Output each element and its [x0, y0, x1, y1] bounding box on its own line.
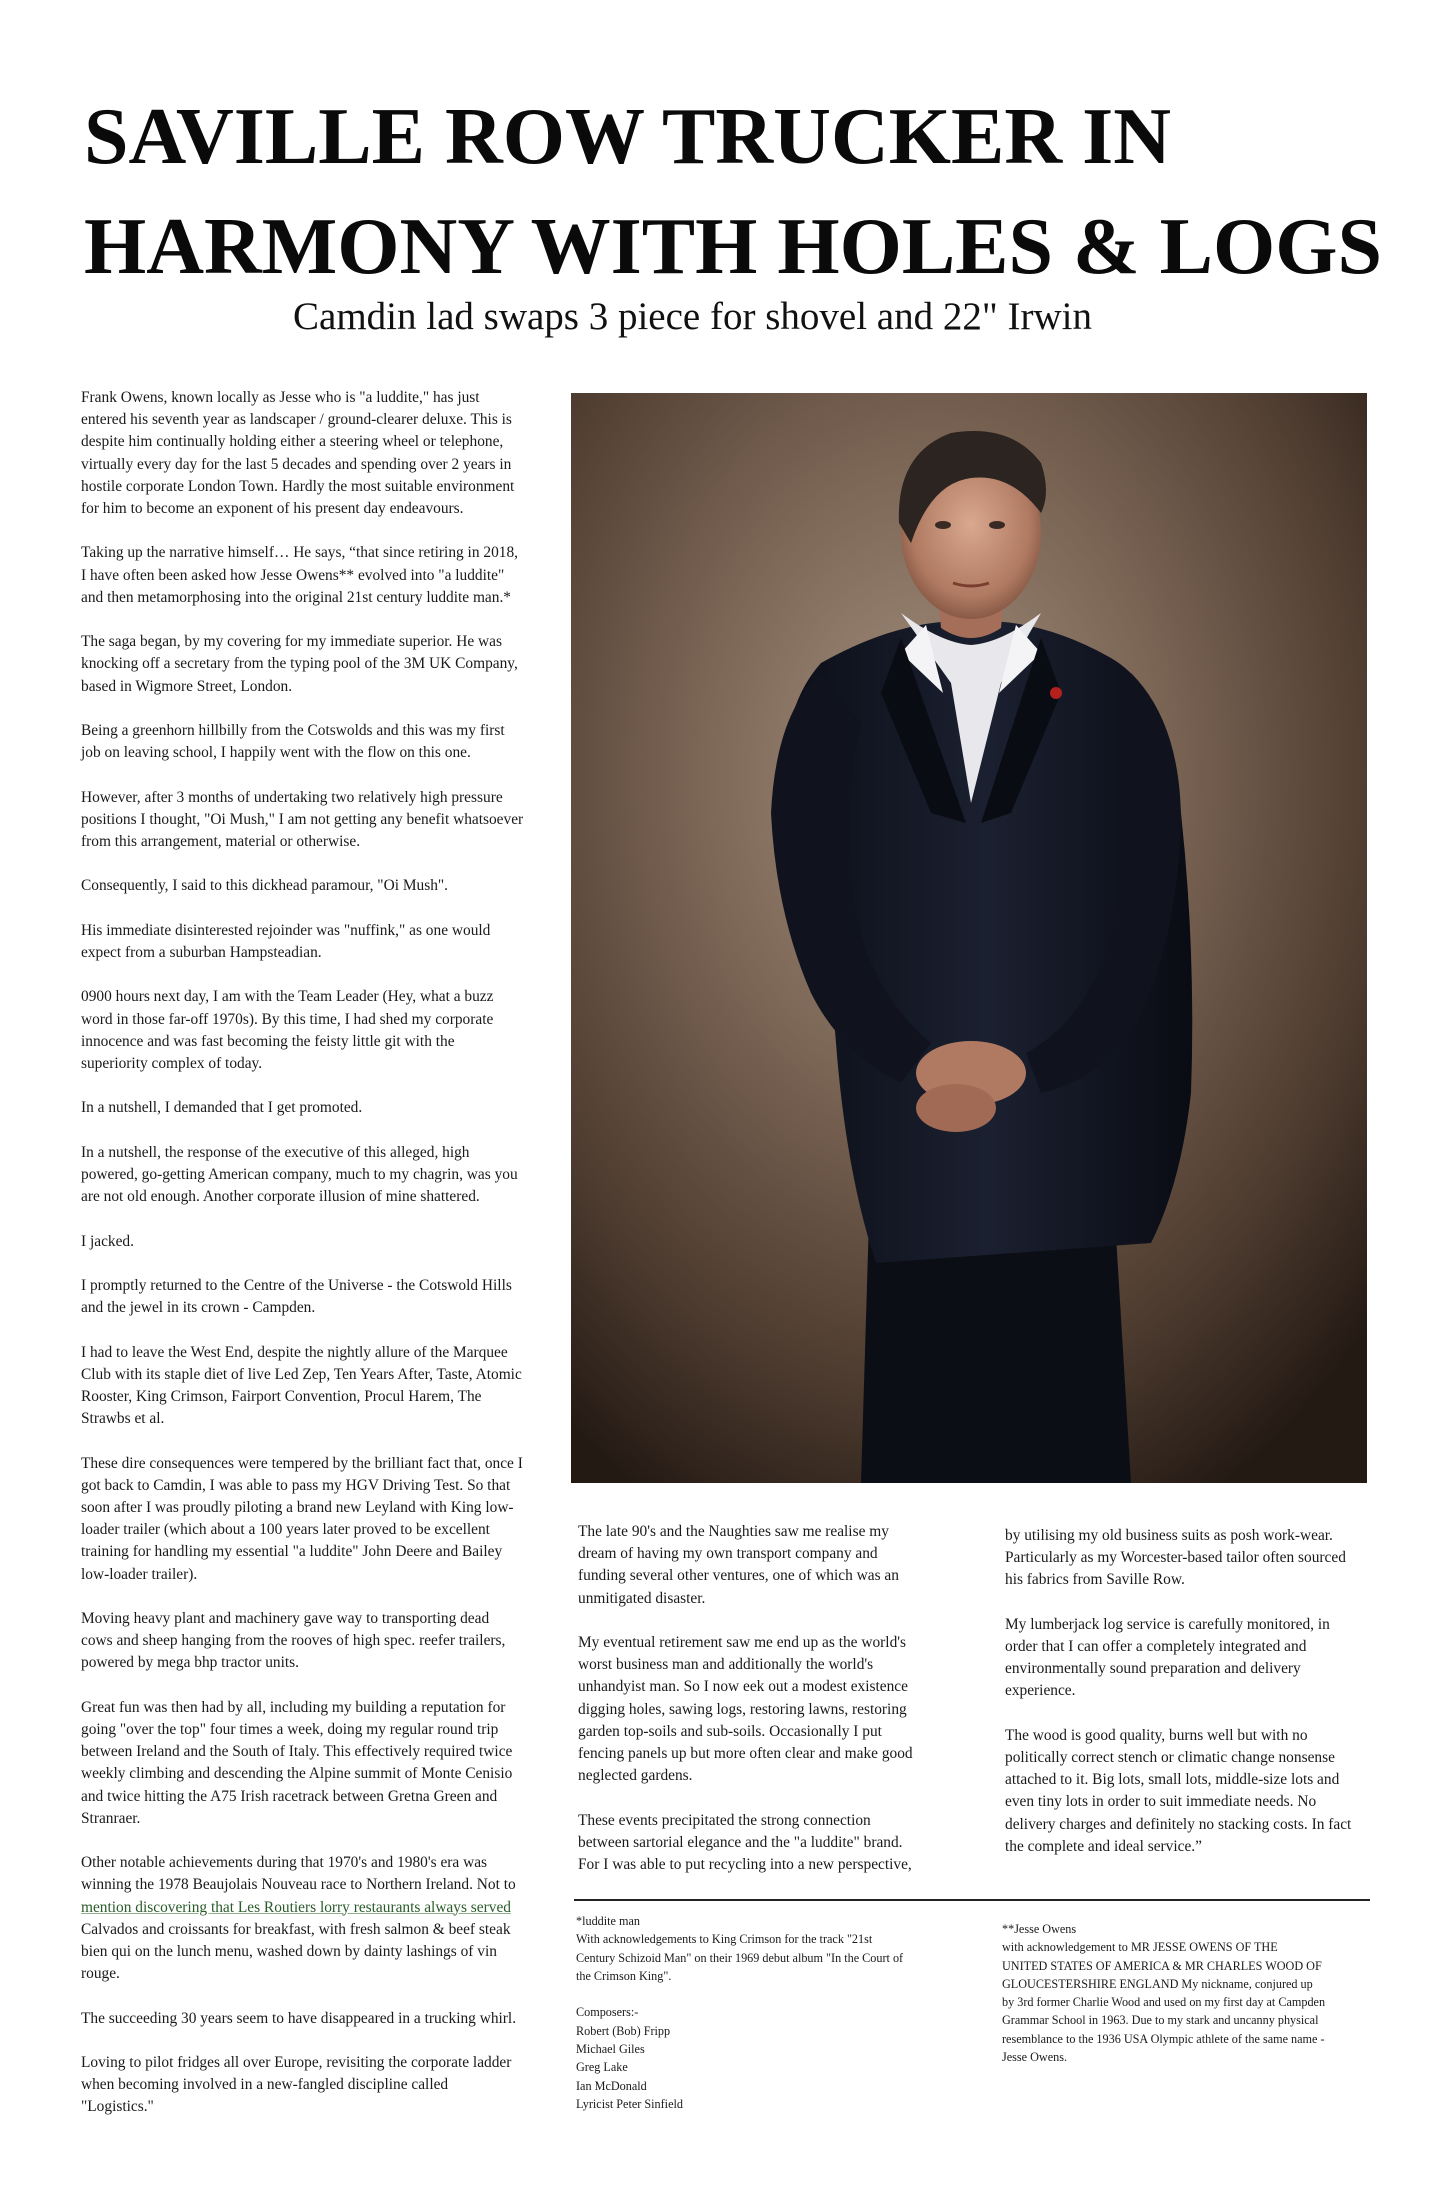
- right-column-paragraph: [1005, 1525, 1379, 1592]
- text-line: low-loader trailer).: [81, 1565, 198, 1583]
- text-line: by utilising my old business suits as posh work-wear.: [1005, 1527, 1333, 1544]
- text-line: Ian McDonald: [576, 2078, 647, 2093]
- text-line: Consequently, I said to this dickhead paramour, "Oi Mush".: [81, 877, 449, 895]
- headline-line-1: SAVILLE ROW TRUCKER IN: [84, 93, 1171, 181]
- text-line: These dire consequences were tempered by the brilliant fact that, once I: [81, 1454, 523, 1472]
- text-line: powered, go-getting American company, much to my chagrin, was you: [81, 1165, 518, 1183]
- left-column-paragraph: [81, 387, 544, 520]
- text-line: and then metamorphosing into the original 21st century luddite man.*: [81, 588, 511, 606]
- text-line: Grammar School in 1963. Due to my stark and uncanny physical: [1002, 2013, 1319, 2028]
- text-line: loader trailer (which about a 100 years later proved to be excellent: [81, 1521, 490, 1539]
- text-line: GLOUCESTERSHIRE ENGLAND My nickname, conjured up: [1002, 1976, 1313, 1991]
- text-line: entered his seventh year as landscaper / ground-clearer deluxe. This is: [81, 411, 512, 429]
- text-line: despite him continually holding either a steering wheel or telephone,: [81, 433, 504, 451]
- text-line: the complete and ideal service.”: [1005, 1837, 1202, 1855]
- text-line: Rooster, King Crimson, Fairport Convention, Procul Harem, The: [81, 1387, 482, 1405]
- footnote-left-paragraph: [576, 2003, 956, 2113]
- text-line: innocence and was fast becoming the feisty little git with the: [81, 1032, 455, 1050]
- text-line: Lyricist Peter Sinfield: [576, 2096, 683, 2111]
- text-line: "Logistics.": [81, 2098, 154, 2116]
- portrait-illustration: [571, 393, 1367, 1483]
- text-line: for him to become an exponent of his present day endeavours.: [81, 500, 464, 518]
- text-line: attached to it. Big lots, small lots, middle-size lots and: [1005, 1771, 1340, 1789]
- text-line: positions I thought, "Oi Mush," I am not getting any benefit whatsoever: [81, 810, 524, 828]
- text-line: 0900 hours next day, I am with the Team Leader (Hey, what a buzz: [81, 988, 494, 1006]
- text-line: Strawbs et al.: [81, 1410, 165, 1428]
- footnote-luddite: [576, 1912, 956, 2113]
- text-line: weekly climbing and descending the Alpine summit of Monte Cenisio: [81, 1765, 513, 1783]
- text-line: job on leaving school, I happily went with the flow on this one.: [81, 744, 471, 762]
- text-line: Greg Lake: [576, 2060, 628, 2075]
- text-line: Michael Giles: [576, 2042, 645, 2057]
- text-line: Century Schizoid Man" on their 1969 debut album "In the Court of: [576, 1950, 904, 1965]
- text-line: order that I can offer a completely integrated and: [1005, 1638, 1307, 1655]
- text-line: soon after I was proudly piloting a brand new Leyland with King low-: [81, 1498, 514, 1516]
- left-column-paragraph: [81, 1342, 544, 1431]
- text-line: Moving heavy plant and machinery gave way to transporting dead: [81, 1609, 490, 1627]
- text-line: training for handling my essential "a luddite" John Deere and Bailey: [81, 1543, 503, 1561]
- footnote-left-paragraph: [576, 1912, 956, 1985]
- text-line: *luddite man: [576, 1914, 640, 1928]
- text-line: unhandyist man. So I now eek out a modest existence: [578, 1678, 908, 1696]
- middle-column-paragraph: [578, 1810, 937, 1877]
- text-line: Frank Owens, known locally as Jesse who is "a luddite," has just: [81, 389, 480, 406]
- left-column-paragraph: [81, 542, 544, 609]
- left-column-paragraph: [81, 2052, 544, 2119]
- right-column-paragraph: [1005, 1725, 1379, 1858]
- text-line: experience.: [1005, 1682, 1076, 1700]
- text-line: Particularly as my Worcester-based tailor often sourced: [1005, 1549, 1346, 1567]
- left-column-paragraph: [81, 986, 544, 1075]
- text-line: With acknowledgements to King Crimson for the track "21st: [576, 1932, 873, 1947]
- text-line: between sartorial elegance and the "a luddite" brand.: [578, 1833, 903, 1851]
- text-line: My eventual retirement saw me end up as the world's: [578, 1634, 907, 1651]
- text-line: mention discovering that Les Routiers lorry restaurants always served: [81, 1898, 511, 1916]
- text-line: knocking off a secretary from the typing pool of the 3M UK Company,: [81, 655, 518, 673]
- text-line: The wood is good quality, burns well but with no: [1005, 1726, 1308, 1744]
- text-line: superiority complex of today.: [81, 1054, 263, 1072]
- text-line: based in Wigmore Street, London.: [81, 677, 293, 695]
- left-column-paragraph: [81, 631, 544, 698]
- right-column-paragraph: [1005, 1614, 1379, 1703]
- text-line: Club with its staple diet of live Led Zep, Ten Years After, Taste, Atomic: [81, 1365, 522, 1383]
- left-column-paragraph: [81, 2008, 544, 2030]
- middle-column-paragraph: [578, 1521, 937, 1610]
- left-column-paragraph: [81, 787, 544, 854]
- text-line: worst business man and additionally the world's: [578, 1656, 874, 1674]
- text-line: These events precipitated the strong connection: [578, 1811, 871, 1829]
- text-line: Stranraer.: [81, 1809, 141, 1827]
- text-line: Being a greenhorn hillbilly from the Cotswolds and this was my first: [81, 722, 505, 739]
- text-line: I have often been asked how Jesse Owens** evolved into "a luddite": [81, 566, 505, 584]
- text-line: In a nutshell, I demanded that I get promoted.: [81, 1099, 363, 1117]
- text-line: unmitigated disaster.: [578, 1589, 706, 1607]
- text-line: neglected gardens.: [578, 1767, 693, 1785]
- text-line: digging holes, sawing logs, restoring lawns, restoring: [578, 1700, 907, 1718]
- text-line: Taking up the narrative himself… He says, “that since retiring in 2018,: [81, 544, 519, 562]
- text-line: rouge.: [81, 1965, 120, 1983]
- text-line: delivery charges and definitely no stacking costs. In fact: [1005, 1815, 1352, 1833]
- text-line: **Jesse Owens: [1002, 1922, 1077, 1936]
- text-line: his fabrics from Saville Row.: [1005, 1571, 1185, 1589]
- left-column-paragraph: [81, 720, 544, 764]
- text-line: Robert (Bob) Fripp: [576, 2023, 671, 2038]
- text-line: Loving to pilot fridges all over Europe, revisiting the corporate ladder: [81, 2053, 512, 2071]
- headline-line-2: HARMONY WITH HOLES & LOGS: [84, 203, 1382, 291]
- text-line: and the jewel in its crown - Campden.: [81, 1299, 316, 1317]
- subheadline: Camdin lad swaps 3 piece for shovel and 22" Irwin: [293, 295, 1092, 338]
- text-line: UNITED STATES OF AMERICA & MR CHARLES WOOD OF: [1002, 1958, 1322, 1973]
- left-column-paragraph: [81, 1453, 544, 1586]
- text-line: winning the 1978 Beaujolais Nouveau race to Northern Ireland. Not to: [81, 1876, 516, 1894]
- article-middle-column: [578, 1521, 937, 1876]
- text-line: Jesse Owens.: [1002, 2050, 1067, 2065]
- portrait-photo: [571, 393, 1367, 1483]
- text-line: even tiny lots in order to suit immediate needs. No: [1005, 1793, 1317, 1811]
- text-line: Other notable achievements during that 1970's and 1980's era was: [81, 1854, 488, 1872]
- text-line: by 3rd former Charlie Wood and used on my first day at Campden: [1002, 1995, 1326, 2010]
- left-column-paragraph: [81, 1697, 544, 1830]
- article-right-column: [1005, 1525, 1379, 1858]
- text-line: The saga began, by my covering for my immediate superior. He was: [81, 633, 502, 651]
- text-line: I had to leave the West End, despite the nightly allure of the Marquee: [81, 1343, 508, 1361]
- text-line: dream of having my own transport company and: [578, 1545, 878, 1563]
- text-line: and twice hitting the A75 Irish racetrack between Gretna Green and: [81, 1787, 498, 1805]
- left-column-paragraph: [81, 1608, 544, 1675]
- text-line: got back to Camdin, I was able to pass my HGV Driving Test. So that: [81, 1476, 511, 1494]
- footnote-divider: [574, 1899, 1370, 1901]
- article-left-column: [81, 387, 544, 2119]
- middle-column-paragraph: [578, 1632, 937, 1787]
- text-line: For I was able to put recycling into a new perspective,: [578, 1856, 912, 1874]
- left-column-paragraph: [81, 1275, 544, 1319]
- text-line: when becoming involved in a new-fangled discipline called: [81, 2076, 449, 2094]
- text-line: the Crimson King".: [576, 1968, 672, 1983]
- text-line: funding several other ventures, one of which was an: [578, 1567, 899, 1585]
- text-line: His immediate disinterested rejoinder was "nuffink," as one would: [81, 921, 491, 939]
- left-column-paragraph: [81, 920, 544, 964]
- footnote-right-paragraph: [1002, 1920, 1362, 2066]
- text-line: I jacked.: [81, 1232, 134, 1250]
- text-line: My lumberjack log service is carefully monitored, in: [1005, 1615, 1330, 1633]
- text-line: word in those far-off 1970s). By this time, I had shed my corporate: [81, 1010, 494, 1028]
- text-line: garden top-soils and sub-soils. Occasionally I put: [578, 1722, 882, 1740]
- footnote-jesse-owens: [1002, 1920, 1362, 2066]
- left-column-paragraph: [81, 1231, 544, 1253]
- text-line: fencing panels up but more often clear and make good: [578, 1745, 913, 1763]
- text-line: virtually every day for the last 5 decades and spending over 2 years in: [81, 455, 512, 473]
- text-line: are not old enough. Another corporate illusion of mine shattered.: [81, 1188, 480, 1206]
- text-line: bien qui on the lunch menu, washed down by dainty lashings of vin: [81, 1942, 497, 1960]
- text-line: going "over the top" four times a week, doing my regular round trip: [81, 1720, 499, 1738]
- text-line: The late 90's and the Naughties saw me realise my: [578, 1523, 889, 1540]
- text-line: Calvados and croissants for breakfast, with fresh salmon & beef steak: [81, 1920, 511, 1938]
- text-line: However, after 3 months of undertaking two relatively high pressure: [81, 788, 503, 806]
- text-line: powered by mega bhp tractor units.: [81, 1654, 299, 1672]
- left-column-paragraph: [81, 1852, 544, 1985]
- text-line: hostile corporate London Town. Hardly the most suitable environment: [81, 477, 515, 495]
- text-line: environmentally sound preparation and delivery: [1005, 1660, 1301, 1678]
- text-line: In a nutshell, the response of the executive of this alleged, high: [81, 1143, 470, 1161]
- left-column-paragraph: [81, 1142, 544, 1209]
- text-line: politically correct stench or climatic change nonsense: [1005, 1749, 1335, 1766]
- text-line: between Ireland and the South of Italy. This effectively required twice: [81, 1743, 513, 1761]
- text-line: I promptly returned to the Centre of the Universe - the Cotswold Hills: [81, 1276, 512, 1294]
- left-column-paragraph: [81, 1097, 544, 1119]
- text-line: cows and sheep hanging from the rooves of high spec. reefer trailers,: [81, 1632, 506, 1650]
- text-line: from this arrangement, material or otherwise.: [81, 833, 361, 850]
- text-line: resemblance to the 1936 USA Olympic athlete of the same name -: [1002, 2031, 1325, 2046]
- text-line: expect from a suburban Hampsteadian.: [81, 943, 322, 961]
- headline: [84, 82, 1404, 302]
- text-line: Composers:-: [576, 2005, 639, 2020]
- text-line: Great fun was then had by all, including my building a reputation for: [81, 1698, 506, 1716]
- text-line: with acknowledgement to MR JESSE OWENS OF THE: [1002, 1940, 1278, 1955]
- left-column-paragraph: [81, 875, 544, 897]
- text-line: The succeeding 30 years seem to have disappeared in a trucking whirl.: [81, 2009, 517, 2027]
